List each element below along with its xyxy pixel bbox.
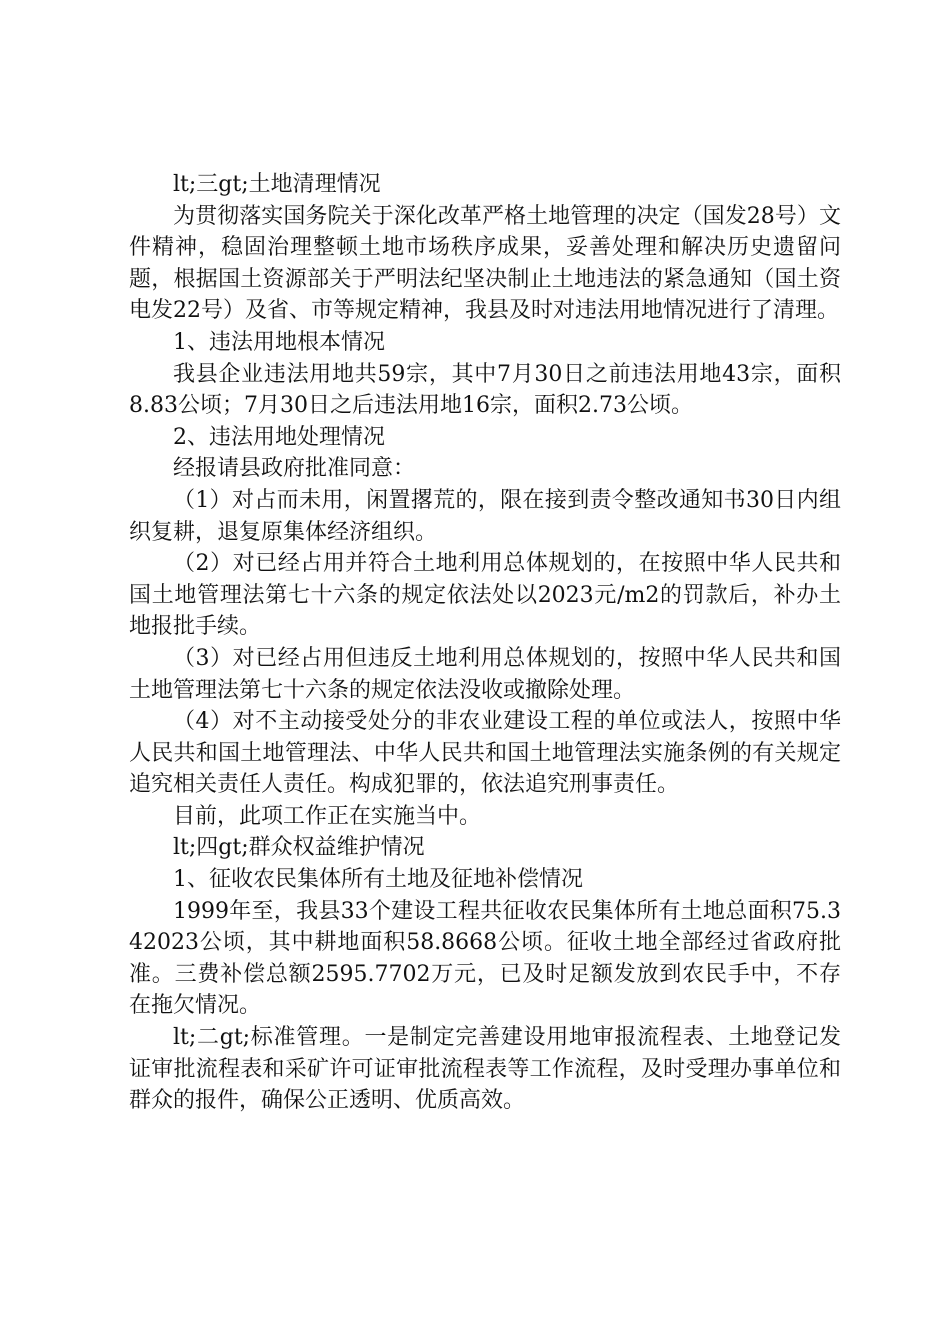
- paragraph-status: 目前，此项工作正在实施当中。: [173, 803, 482, 829]
- list-item-measure-3: （3）对已经占用但违反土地利用总体规划的，按照中华人民共和国土地管理法第七十六条的规定依法没收或撤除处理。: [129, 645, 841, 703]
- list-item-measure-1: （1）对占而未用，闲置撂荒的，限在接到责令整改通知书30日内组织复耕，退复原集体经济组织。: [129, 487, 841, 545]
- subheading-illegal-land-handling: 2、违法用地处理情况: [173, 424, 385, 450]
- subheading-land-requisition: 1、征收农民集体所有土地及征地补偿情况: [173, 867, 583, 893]
- paragraph-approval: 经报请县政府批准同意：: [173, 456, 416, 482]
- paragraph-requisition-stats: 1999年至，我县33个建设工程共征收农民集体所有土地总面积75.342023公顷，其中耕地面积58.8668公顷。征收土地全部经过省政府批准。三费补偿总额2595.7702万元，已及时足额发放到农民手中，不存在拖欠情况。: [129, 898, 841, 1019]
- section-heading-land-cleanup: lt;三gt;土地清理情况: [173, 172, 381, 197]
- document-body: [129, 169, 841, 1117]
- list-item-measure-4: （4）对不主动接受处分的非农业建设工程的单位或法人，按照中华人民共和国土地管理法、中华人民共和国土地管理法实施条例的有关规定追究相关责任人责任。构成犯罪的，依法追究刑事责任。: [129, 709, 841, 798]
- paragraph-cleanup-intro: 为贯彻落实国务院关于深化改革严格土地管理的决定（国发28号）文件精神，稳固治理整顿土地市场秩序成果，妥善处理和解决历史遗留问题，根据国土资源部关于严明法纪坚决制止土地违法的紧急通知（国土资电发22号）及省、市等规定精神，我县及时对违法用地情况进行了清理。: [129, 203, 841, 324]
- list-item-measure-2: （2）对已经占用并符合土地利用总体规划的，在按照中华人民共和国土地管理法第七十六条的规定依法处以2023元/m2的罚款后，补办土地报批手续。: [129, 551, 841, 640]
- section-heading-rights-protection: lt;四gt;群众权益维护情况: [173, 835, 425, 861]
- paragraph-illegal-land-stats: 我县企业违法用地共59宗，其中7月30日之前违法用地43宗，面积8.83公顷；7月30日之后违法用地16宗，面积2.73公顷。: [129, 361, 841, 419]
- paragraph-standard-management: lt;二gt;标准管理。一是制定完善建设用地审报流程表、土地登记发证审批流程表和采矿许可证审批流程表等工作流程，及时受理办事单位和群众的报件，确保公正透明、优质高效。: [129, 1025, 841, 1114]
- subheading-illegal-land-basic: 1、违法用地根本情况: [173, 329, 385, 355]
